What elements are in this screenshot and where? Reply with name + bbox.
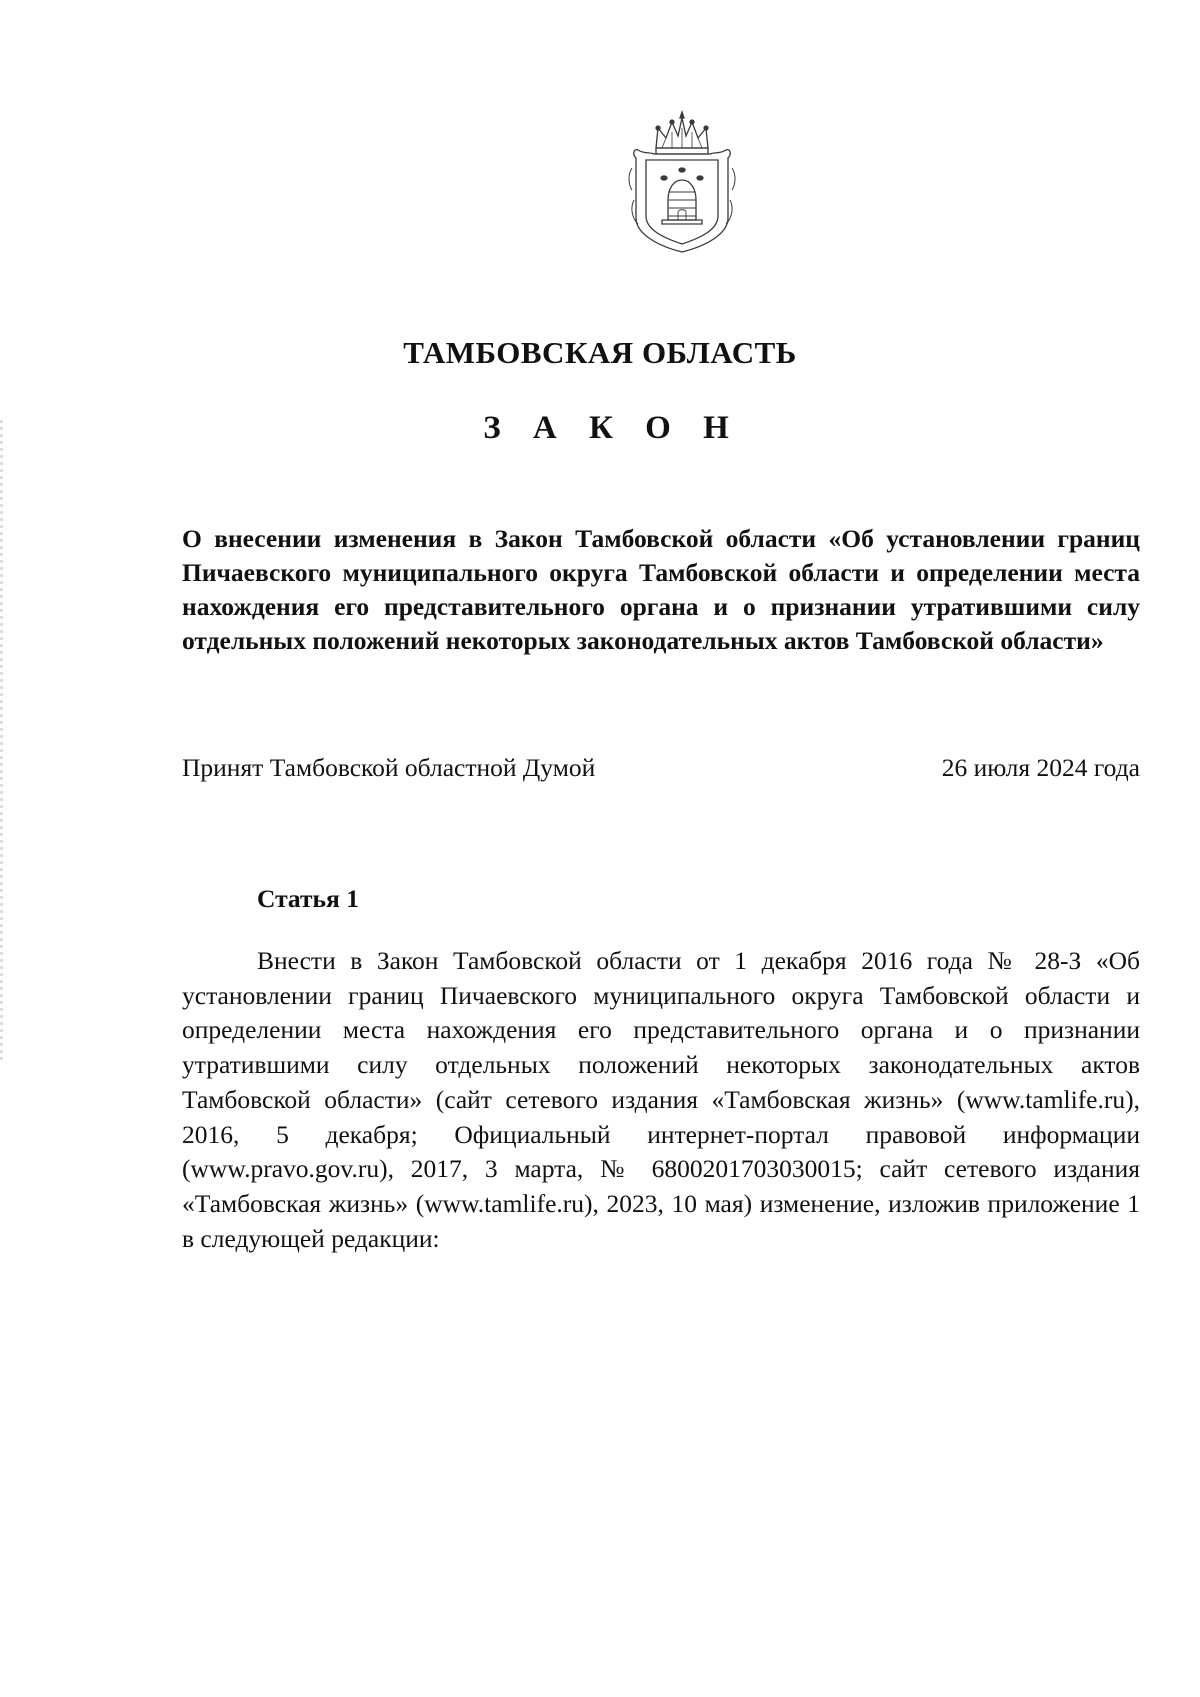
coat-of-arms-emblem bbox=[628, 108, 736, 258]
adoption-date: 26 июля 2024 года bbox=[941, 753, 1140, 782]
tambov-coat-of-arms-icon bbox=[628, 108, 736, 258]
law-title: О внесении изменения в Закон Тамбовской области «Об установлении границ Пичаевского муниципального округа Тамбовской области и определении места нахождения его представительного органа и о признании утратившими силу отдельных положений некоторых законодательных актов Тамбовской области» bbox=[182, 524, 1140, 655]
document-type-heading: З А К О Н bbox=[483, 410, 741, 446]
article-body-text: Внести в Закон Тамбовской области от 1 декабря 2016 года № 28-З «Об установлении границ Пичаевского муниципального округа Тамбовской области и определении места нахождения его представительного органа и о признании утратившими силу отдельных положений некоторых законодательных актов Тамбовской области» (сайт сетевого издания «Тамбовская жизнь» (www.tamlife.ru), 2016, 5 декабря; Официальный интернет-портал правовой информации (www.pravo.gov.ru), 2017, 3 марта, № 6800201703030015; сайт сетевого издания «Тамбовская жизнь» (www.tamlife.ru), 2023, 10 мая) изменение, изложив приложение 1 в следующей редакции: bbox=[182, 946, 1140, 1253]
region-heading: ТАМБОВСКАЯ ОБЛАСТЬ bbox=[403, 335, 797, 370]
article-heading: Статья 1 bbox=[257, 884, 359, 913]
adopted-by-text: Принят Тамбовской областной Думой bbox=[182, 753, 596, 782]
scan-edge-artifact bbox=[0, 420, 3, 1060]
adoption-line bbox=[182, 752, 1140, 784]
